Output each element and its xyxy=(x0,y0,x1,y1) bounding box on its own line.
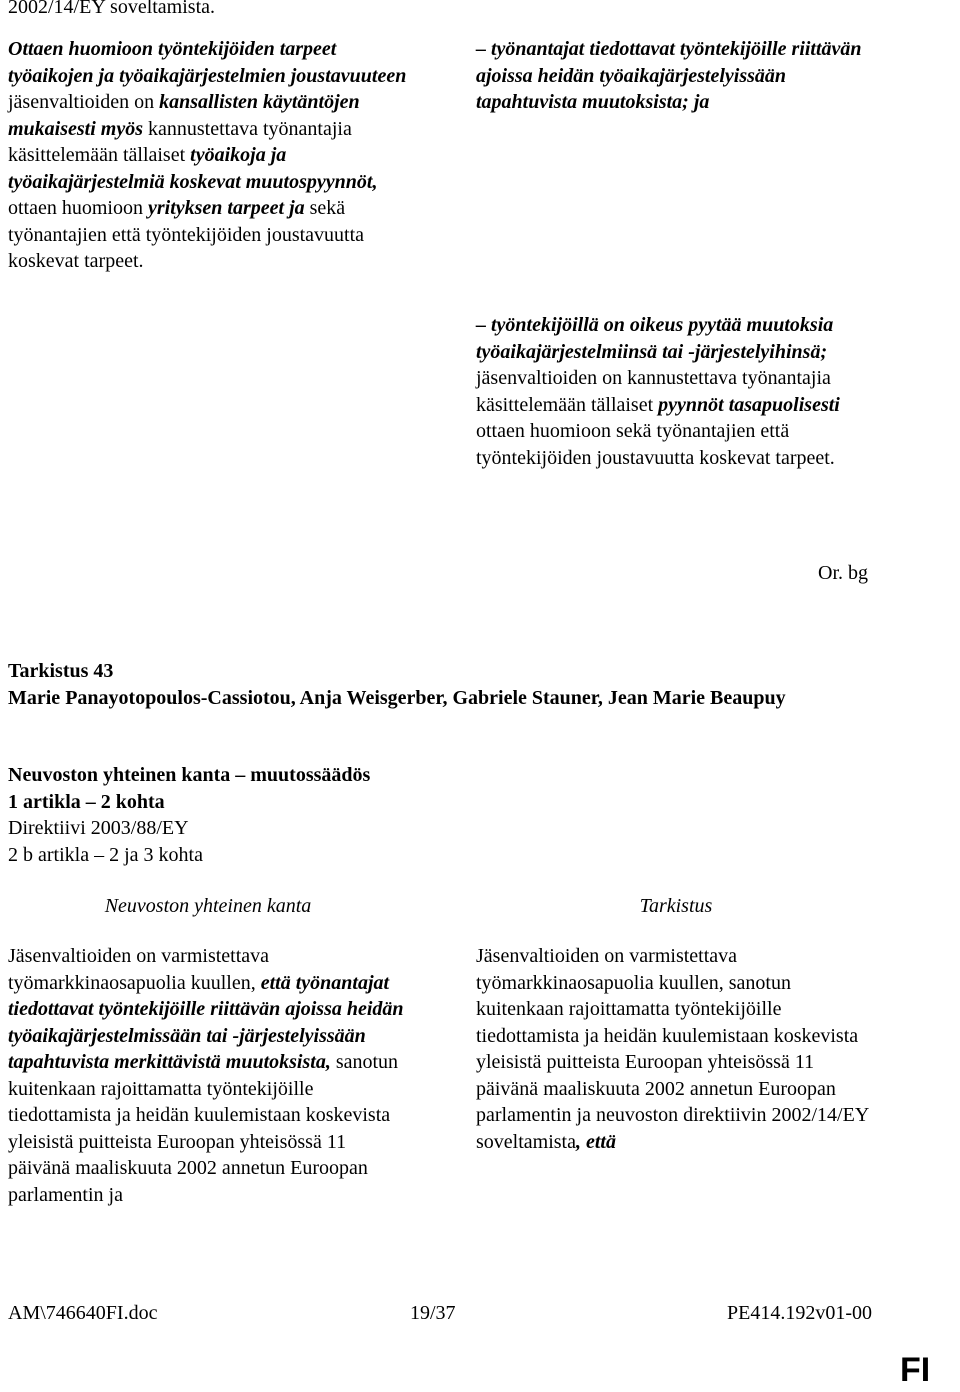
amendment-number: Tarkistus 43 xyxy=(8,660,114,682)
amendment-authors: Marie Panayotopoulos-Cassiotou, Anja Weisgerber, Gabriele Stauner, Jean Marie Beaupuy xyxy=(8,686,786,709)
amended-text-segment: – työntekijöillä on oikeus pyytää muutoksia työaikajärjestelmiinsä tai -järjestelyihinsä; xyxy=(476,314,834,363)
amended-text-segment: yrityksen tarpeet ja xyxy=(147,197,305,219)
amended-text-segment: että työnantajat tiedottavat työntekijöille riittävän ajoissa heidän työaikajärjestelmissään tai -järjestelyissään tapahtuvista merkittävistä muutoksista, xyxy=(8,971,404,1073)
amended-text-segment: , että xyxy=(575,1130,616,1153)
amended-text-segment: pyynnöt tasapuolisesti xyxy=(658,393,840,416)
reference-line-1: Neuvoston yhteinen kanta – muutossäädös xyxy=(8,764,371,786)
text-segment: jäsenvaltioiden on kannustettava työnantajia käsittelemään tällaiset xyxy=(476,367,831,416)
text-segment: Jäsenvaltioiden on varmistettava työmarkkinaosapuolia kuullen, sanotun kuitenkaan rajoittamatta työntekijöille tiedottamista ja heidän kuulemistaan koskevista yleisistä puitteista Euroopan yhteisössä 11 päivänä maaliskuuta 2002 annetun Euroopan parlamentin ja neuvoston direktiivin 2002/14/EY soveltamista xyxy=(476,945,869,1153)
text-segment: jäsenvaltioiden on xyxy=(8,91,160,113)
text-segment: kannustettava työnantajia käsittelemään tällaiset xyxy=(8,117,352,166)
text-segment: Jäsenvaltioiden on varmistettava työmarkkinaosapuolia kuullen, xyxy=(8,945,270,994)
amended-text-segment: Ottaen huomioon työntekijöiden tarpeet työaikojen ja työaikajärjestelmien joustavuuteen xyxy=(8,38,407,87)
reference-line-3: Direktiivi 2003/88/EY xyxy=(8,817,189,839)
footer-reference: PE414.192v01-00 xyxy=(727,1302,872,1324)
right-column-text-1 xyxy=(476,36,876,116)
text-segment: ottaen huomioon xyxy=(8,197,148,219)
amended-text-segment: kansallisten käytäntöjen mukaisesti myös xyxy=(8,91,360,140)
column-header-left: Neuvoston yhteinen kanta xyxy=(104,895,312,917)
text-segment: sanotun kuitenkaan rajoittamatta työntekijöille tiedottamista ja heidän kuulemistaan koskevista yleisistä puitteista Euroopan yhteisössä 11 päivänä maaliskuuta 2002 annetun Euroopan parlamentin ja xyxy=(8,1051,399,1206)
footer-doc-id: AM\746640FI.doc xyxy=(8,1302,158,1324)
language-badge: FI xyxy=(900,1351,931,1389)
original-language: Or. bg xyxy=(818,562,868,584)
right-column-text-2 xyxy=(476,312,876,471)
column-header-right: Tarkistus xyxy=(639,895,713,917)
amended-text-segment: – työnantajat tiedottavat työntekijöille riittävän ajoissa heidän työaikajärjestelyissään tapahtuvista muutoksista; ja xyxy=(476,38,862,113)
reference-line-2: 1 artikla – 2 kohta xyxy=(8,790,165,813)
top-line: 2002/14/EY soveltamista. xyxy=(8,0,216,18)
amendment-header xyxy=(8,658,888,711)
right-column-text-3 xyxy=(476,943,876,1155)
reference-line-4: 2 b artikla – 2 ja 3 kohta xyxy=(8,843,203,866)
left-column-text-2 xyxy=(8,943,408,1208)
left-column-text-1 xyxy=(8,36,418,275)
footer-page-number: 19/37 xyxy=(410,1302,456,1324)
amendment-reference xyxy=(8,762,888,868)
text-segment: ottaen huomioon sekä työnantajien että työntekijöiden joustavuutta koskevat tarpeet. xyxy=(476,420,835,469)
amended-text-segment: työaikoja ja työaikajärjestelmiä koskevat muutospyynnöt, xyxy=(8,144,378,193)
text-segment: sekä työnantajien että työntekijöiden joustavuutta koskevat tarpeet. xyxy=(8,197,365,272)
